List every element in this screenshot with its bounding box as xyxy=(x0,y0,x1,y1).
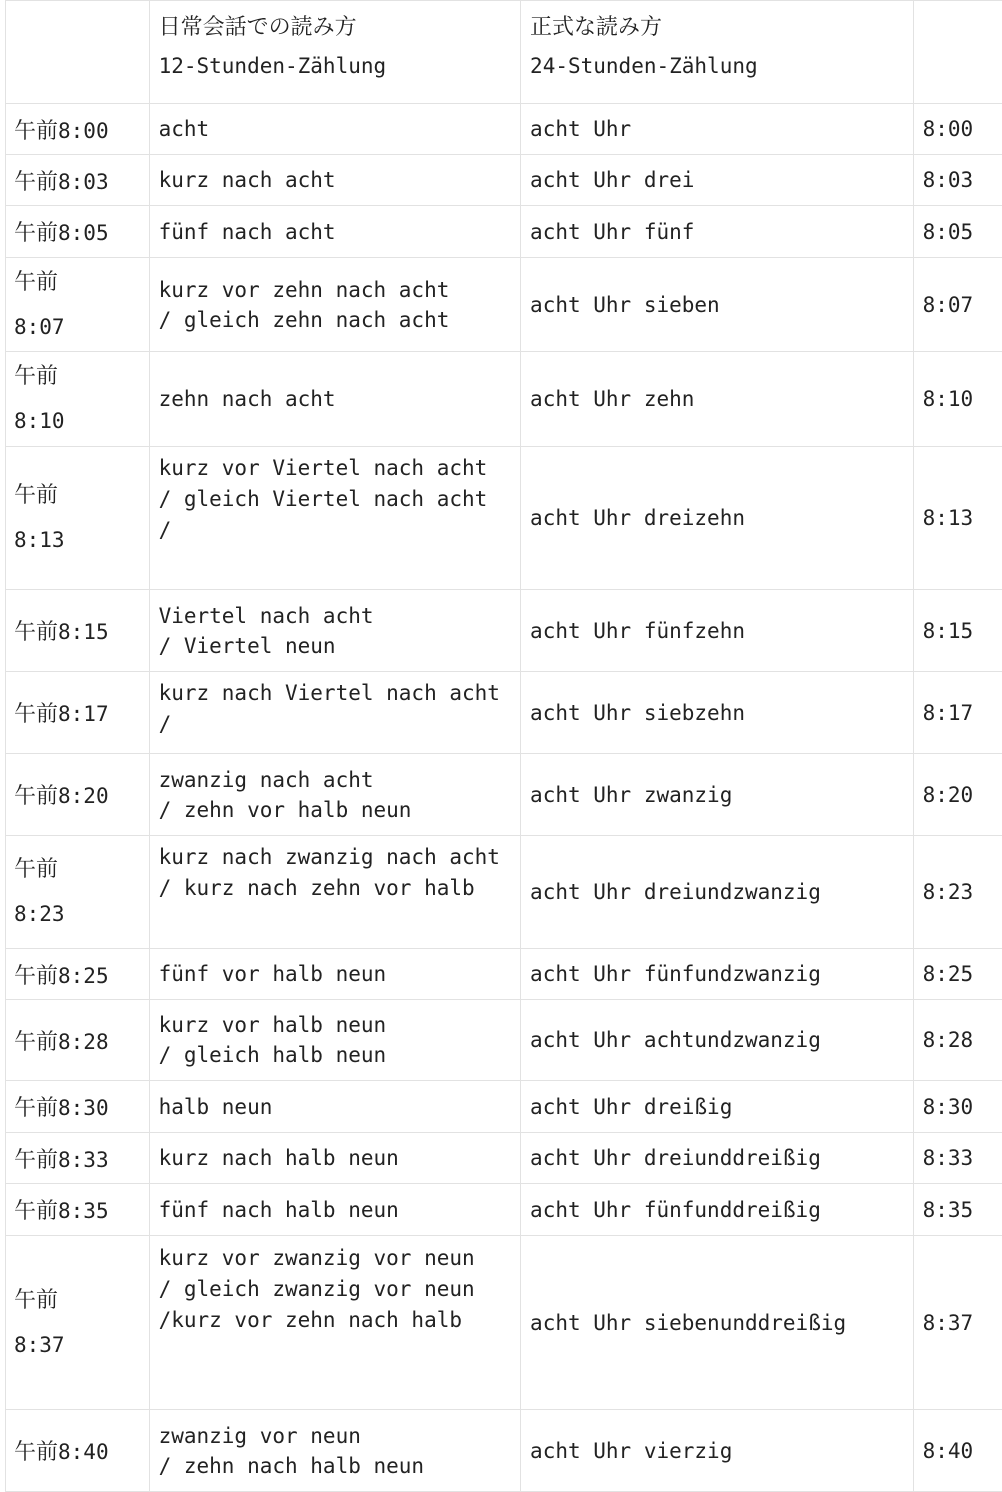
colloquial-line: kurz nach zwanzig nach acht xyxy=(159,842,511,873)
colloquial-line: / Viertel neun xyxy=(159,631,511,661)
colloquial-line: acht xyxy=(159,114,511,144)
time-value: 8:13 xyxy=(14,518,140,562)
formal-cell: acht Uhr dreißig xyxy=(521,1081,914,1133)
table-row xyxy=(6,104,1002,155)
time-value: 8:28 xyxy=(58,1030,109,1054)
time-value: 8:03 xyxy=(58,170,109,194)
colloquial-cell xyxy=(149,104,520,155)
formal-cell: acht Uhr fünfunddreißig xyxy=(521,1184,914,1236)
time-value: 8:25 xyxy=(58,964,109,988)
header-formal-de: 24-Stunden-Zählung xyxy=(530,51,904,81)
colloquial-line: fünf vor halb neun xyxy=(159,959,511,989)
time-value: 8:15 xyxy=(58,620,109,644)
header-formal-jp: 正式な読み方 xyxy=(530,11,904,51)
time-prefix: 午前 xyxy=(14,702,58,727)
header-colloquial-jp: 日常会話での読み方 xyxy=(159,11,511,51)
colloquial-cell xyxy=(149,1236,520,1410)
time-value: 8:37 xyxy=(14,1323,140,1367)
colloquial-line: / gleich zwanzig vor neun xyxy=(159,1274,511,1305)
time-prefix: 午前 xyxy=(14,170,58,195)
header-row xyxy=(6,1,1002,104)
clock-cell: 8:17 xyxy=(913,672,1002,754)
colloquial-line: kurz vor halb neun xyxy=(159,1010,511,1040)
time-prefix: 午前 xyxy=(14,964,58,989)
colloquial-line: /kurz vor zehn nach halb xyxy=(159,1305,511,1336)
table-row xyxy=(6,1000,1002,1081)
time-cell xyxy=(6,447,150,590)
formal-cell: acht Uhr drei xyxy=(521,155,914,206)
time-value: 8:10 xyxy=(14,399,140,443)
colloquial-line: / zehn vor halb neun xyxy=(159,795,511,825)
time-value: 8:30 xyxy=(58,1096,109,1120)
time-cell xyxy=(6,206,150,258)
table-row xyxy=(6,155,1002,206)
time-cell xyxy=(6,1000,150,1081)
clock-cell: 8:25 xyxy=(913,949,1002,1000)
clock-cell: 8:10 xyxy=(913,352,1002,447)
colloquial-cell xyxy=(149,1184,520,1236)
header-colloquial-de: 12-Stunden-Zählung xyxy=(159,51,511,81)
table-row xyxy=(6,352,1002,447)
table-row xyxy=(6,672,1002,754)
colloquial-cell xyxy=(149,1081,520,1133)
table-row xyxy=(6,1410,1002,1492)
clock-cell: 8:13 xyxy=(913,447,1002,590)
colloquial-line: fünf nach acht xyxy=(159,217,511,247)
table-row xyxy=(6,206,1002,258)
time-prefix: 午前 xyxy=(14,474,140,518)
colloquial-line: / xyxy=(159,709,511,740)
time-cell xyxy=(6,672,150,754)
colloquial-cell xyxy=(149,949,520,1000)
table-row xyxy=(6,590,1002,672)
time-value: 8:33 xyxy=(58,1148,109,1172)
table-row xyxy=(6,1184,1002,1236)
time-prefix: 午前 xyxy=(14,784,58,809)
clock-cell: 8:35 xyxy=(913,1184,1002,1236)
clock-cell: 8:37 xyxy=(913,1236,1002,1410)
colloquial-line: zwanzig vor neun xyxy=(159,1421,511,1451)
time-prefix: 午前 xyxy=(14,848,140,892)
time-cell xyxy=(6,352,150,447)
clock-cell: 8:28 xyxy=(913,1000,1002,1081)
colloquial-line: Viertel nach acht xyxy=(159,601,511,631)
table-row xyxy=(6,754,1002,836)
clock-cell: 8:23 xyxy=(913,836,1002,949)
colloquial-cell xyxy=(149,1000,520,1081)
time-prefix: 午前 xyxy=(14,1279,140,1323)
formal-cell: acht Uhr xyxy=(521,104,914,155)
header-cell-formal xyxy=(521,1,914,104)
colloquial-line: zehn nach acht xyxy=(159,384,511,414)
time-prefix: 午前 xyxy=(14,119,58,144)
colloquial-line: / kurz nach zehn vor halb xyxy=(159,873,511,904)
clock-cell: 8:05 xyxy=(913,206,1002,258)
time-prefix: 午前 xyxy=(14,1030,58,1055)
colloquial-cell xyxy=(149,590,520,672)
table-row xyxy=(6,1133,1002,1184)
time-value: 8:23 xyxy=(14,892,140,936)
formal-cell: acht Uhr siebzehn xyxy=(521,672,914,754)
colloquial-line: halb neun xyxy=(159,1092,511,1122)
formal-cell: acht Uhr sieben xyxy=(521,258,914,352)
formal-cell: acht Uhr vierzig xyxy=(521,1410,914,1492)
table-row xyxy=(6,1236,1002,1410)
time-value: 8:00 xyxy=(58,119,109,143)
time-cell xyxy=(6,1236,150,1410)
formal-cell: acht Uhr achtundzwanzig xyxy=(521,1000,914,1081)
time-value: 8:07 xyxy=(14,305,140,349)
table-row xyxy=(6,949,1002,1000)
time-prefix: 午前 xyxy=(14,261,140,305)
clock-cell: 8:33 xyxy=(913,1133,1002,1184)
clock-cell: 8:40 xyxy=(913,1410,1002,1492)
colloquial-line: kurz vor zwanzig vor neun xyxy=(159,1243,511,1274)
colloquial-line: fünf nach halb neun xyxy=(159,1195,511,1225)
colloquial-line: kurz vor Viertel nach acht xyxy=(159,453,511,484)
clock-cell: 8:20 xyxy=(913,754,1002,836)
formal-cell: acht Uhr zwanzig xyxy=(521,754,914,836)
time-value: 8:20 xyxy=(58,784,109,808)
colloquial-line: zwanzig nach acht xyxy=(159,765,511,795)
colloquial-cell xyxy=(149,352,520,447)
colloquial-line: / xyxy=(159,515,511,546)
header-cell-clock xyxy=(913,1,1002,104)
time-cell xyxy=(6,836,150,949)
formal-cell: acht Uhr dreizehn xyxy=(521,447,914,590)
formal-cell: acht Uhr dreiundzwanzig xyxy=(521,836,914,949)
time-prefix: 午前 xyxy=(14,1148,58,1173)
colloquial-line: kurz nach acht xyxy=(159,165,511,195)
time-cell xyxy=(6,1133,150,1184)
time-prefix: 午前 xyxy=(14,1440,58,1465)
time-cell xyxy=(6,1184,150,1236)
time-prefix: 午前 xyxy=(14,355,140,399)
time-prefix: 午前 xyxy=(14,1199,58,1224)
time-prefix: 午前 xyxy=(14,620,58,645)
time-cell xyxy=(6,949,150,1000)
time-value: 8:35 xyxy=(58,1199,109,1223)
time-value: 8:40 xyxy=(58,1440,109,1464)
colloquial-cell xyxy=(149,206,520,258)
colloquial-line: / gleich halb neun xyxy=(159,1040,511,1070)
colloquial-cell xyxy=(149,1133,520,1184)
time-value: 8:17 xyxy=(58,702,109,726)
table-row xyxy=(6,1081,1002,1133)
colloquial-cell xyxy=(149,672,520,754)
colloquial-line: / gleich zehn nach acht xyxy=(159,305,511,335)
formal-cell: acht Uhr siebenunddreißig xyxy=(521,1236,914,1410)
formal-cell: acht Uhr fünf xyxy=(521,206,914,258)
colloquial-line: kurz nach halb neun xyxy=(159,1143,511,1173)
colloquial-line: / gleich Viertel nach acht xyxy=(159,484,511,515)
colloquial-cell xyxy=(149,836,520,949)
colloquial-line: kurz nach Viertel nach acht xyxy=(159,678,511,709)
clock-cell: 8:00 xyxy=(913,104,1002,155)
formal-cell: acht Uhr dreiunddreißig xyxy=(521,1133,914,1184)
clock-cell: 8:30 xyxy=(913,1081,1002,1133)
table-row xyxy=(6,258,1002,352)
clock-cell: 8:03 xyxy=(913,155,1002,206)
colloquial-cell xyxy=(149,1410,520,1492)
clock-cell: 8:07 xyxy=(913,258,1002,352)
header-cell-colloquial xyxy=(149,1,520,104)
formal-cell: acht Uhr zehn xyxy=(521,352,914,447)
time-cell xyxy=(6,1410,150,1492)
clock-cell: 8:15 xyxy=(913,590,1002,672)
time-cell xyxy=(6,754,150,836)
colloquial-line: kurz vor zehn nach acht xyxy=(159,275,511,305)
time-prefix: 午前 xyxy=(14,221,58,246)
colloquial-cell xyxy=(149,155,520,206)
time-cell xyxy=(6,1081,150,1133)
time-cell xyxy=(6,590,150,672)
colloquial-line: / zehn nach halb neun xyxy=(159,1451,511,1481)
time-prefix: 午前 xyxy=(14,1096,58,1121)
time-cell xyxy=(6,104,150,155)
colloquial-cell xyxy=(149,258,520,352)
time-cell xyxy=(6,258,150,352)
formal-cell: acht Uhr fünfundzwanzig xyxy=(521,949,914,1000)
time-reading-table xyxy=(5,0,1002,1492)
time-cell xyxy=(6,155,150,206)
colloquial-cell xyxy=(149,447,520,590)
header-cell-time xyxy=(6,1,150,104)
table-row xyxy=(6,447,1002,590)
colloquial-cell xyxy=(149,754,520,836)
table-row xyxy=(6,836,1002,949)
time-value: 8:05 xyxy=(58,221,109,245)
formal-cell: acht Uhr fünfzehn xyxy=(521,590,914,672)
